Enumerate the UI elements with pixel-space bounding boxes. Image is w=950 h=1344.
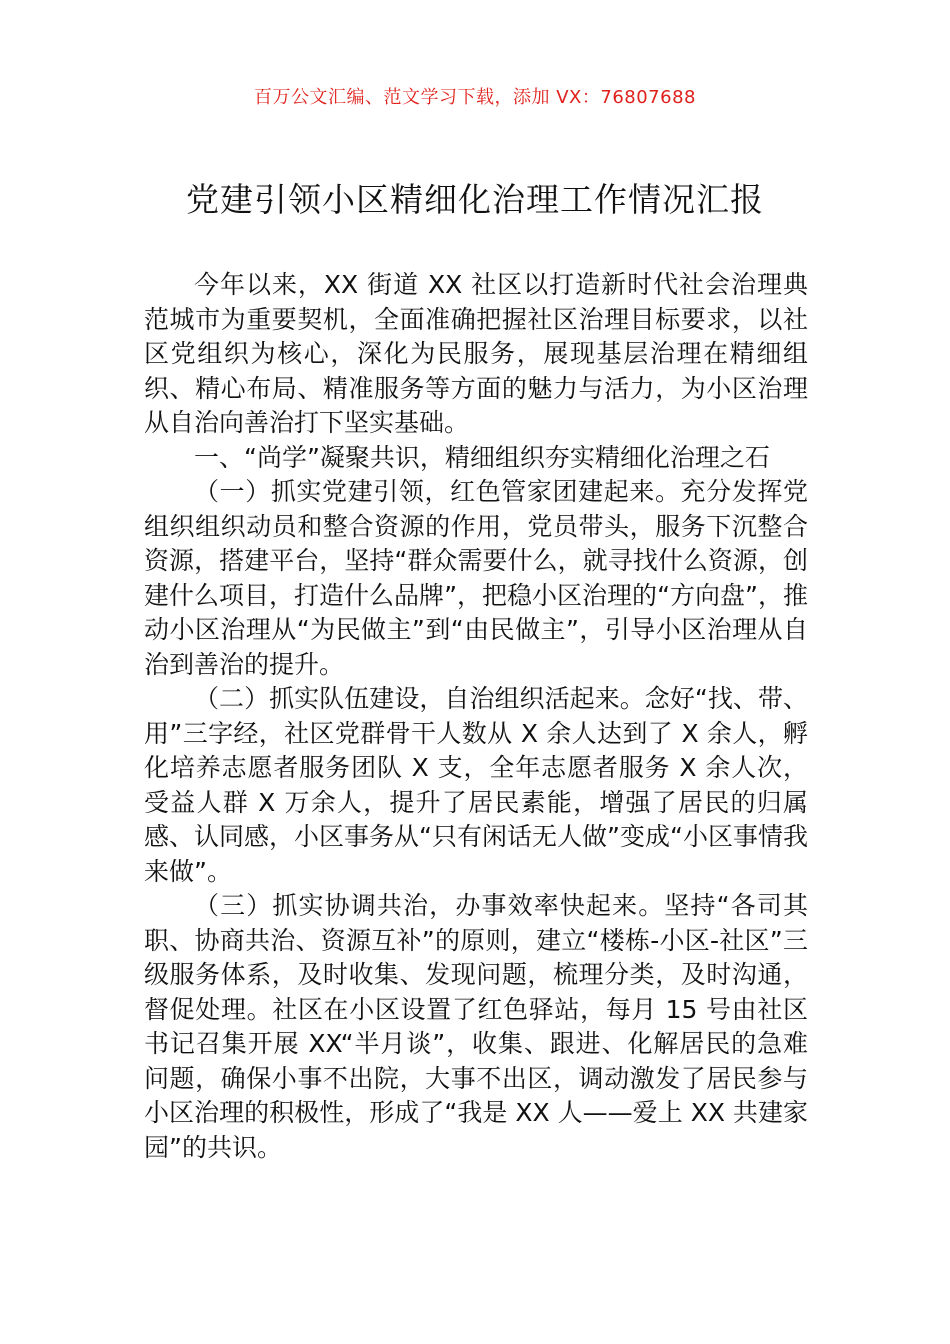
header-note: 百万公文汇编、范文学习下载，添加 VX：76807688 <box>254 87 696 108</box>
paragraph-subsection-3: （三）抓实协调共治，办事效率快起来。坚持“各司其职、协商共治、资源互补”的原则，建立“楼栋-小区-社区”三级服务体系，及时收集、发现问题，梳理分类，及时沟通，督促处理。社区在小区设置了红色驿站，每月 15 号由社区书记召集开展 XX“半月谈”，收集、跟进、化解居民的急难问题，确保小事不出院，大事不出区，调动激发了居民参与小区治理的积极性，形成了“我是 XX 人——爱上 XX 共建家园”的共识。 <box>144 891 808 1162</box>
document-body <box>144 268 808 1165</box>
document-title: 党建引领小区精细化治理工作情况汇报 <box>186 180 764 219</box>
paragraph-subsection-1: （一）抓实党建引领，红色管家团建起来。充分发挥党组织组织动员和整合资源的作用，党员带头，服务下沉整合资源，搭建平台，坚持“群众需要什么，就寻找什么资源，创建什么项目，打造什么品牌”，把稳小区治理的“方向盘”，推动小区治理从“为民做主”到“由民做主”，引导小区治理从自治到善治的提升。 <box>144 477 808 679</box>
section-heading-1: 一、“尚学”凝聚共识，精细组织夯实精细化治理之石 <box>194 442 770 472</box>
paragraph-subsection-2: （二）抓实队伍建设，自治组织活起来。念好“找、带、用”三字经，社区党群骨干人数从 X 余人达到了 X 余人，孵化培养志愿者服务团队 X 支，全年志愿者服务 X 余人次，受益人群 X 万余人，提升了居民素能，增强了居民的归属感、认同感，小区事务从“只有闲话无人做”变成“小区事情我来做”。 <box>144 684 808 886</box>
paragraph-intro: 今年以来，XX 街道 XX 社区以打造新时代社会治理典范城市为重要契机，全面准确把握社区治理目标要求，以社区党组织为核心，深化为民服务，展现基层治理在精细组织、精心布局、精准服务等方面的魅力与活力，为小区治理从自治向善治打下坚实基础。 <box>144 270 808 437</box>
